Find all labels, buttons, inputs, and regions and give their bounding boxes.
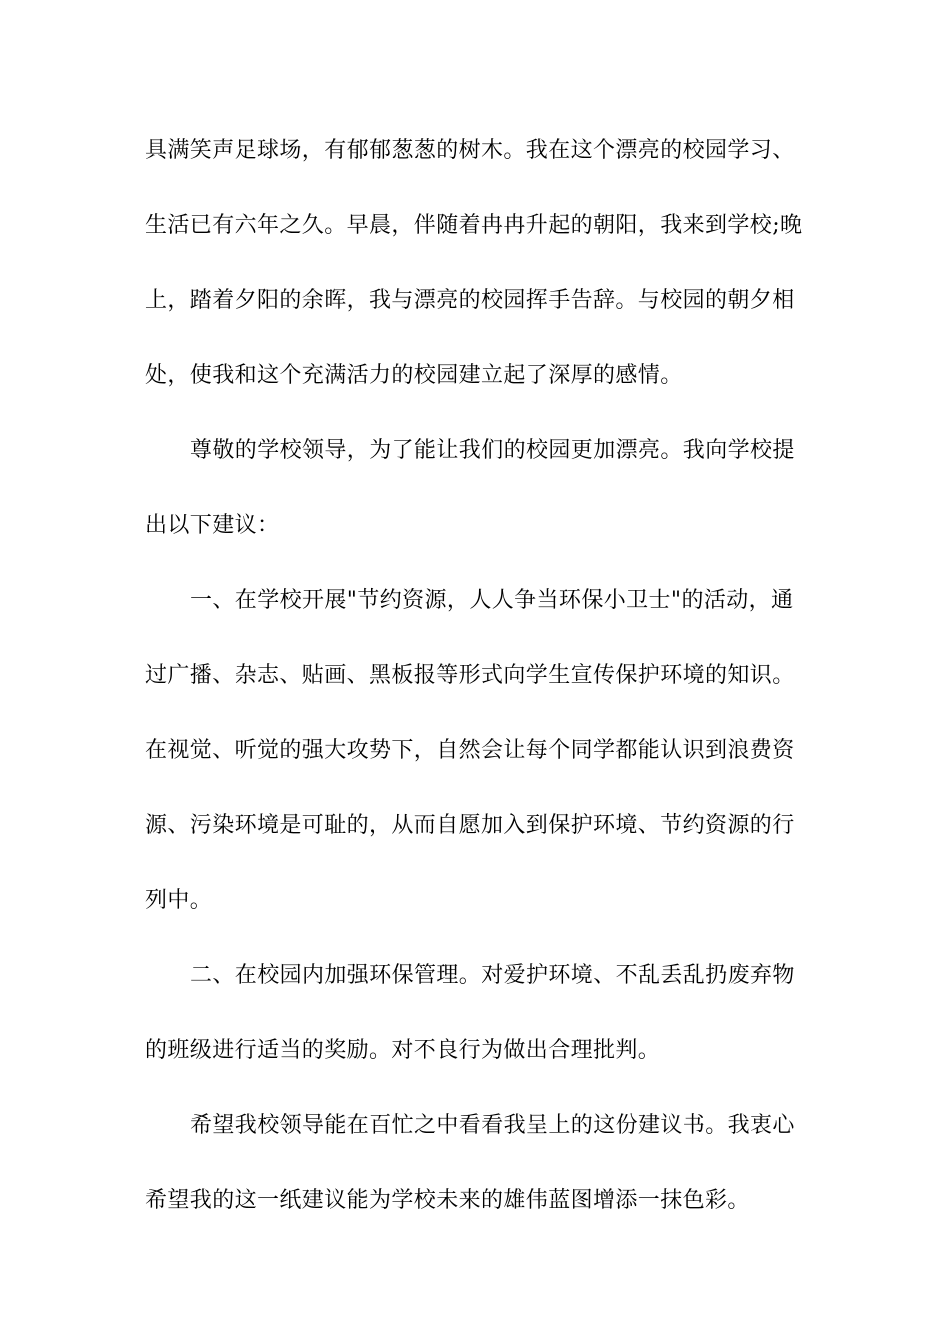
text-line: 出以下建议： [145, 513, 280, 538]
paragraph-start-line: 希望我校领导能在百忙之中看看我呈上的这份建议书。我衷心 [190, 1113, 795, 1138]
text-line: 的班级进行适当的奖励。对不良行为做出合理批判。 [145, 1038, 661, 1063]
paragraph-start-line: 一、在学校开展"节约资源，人人争当环保小卫士"的活动，通 [190, 588, 794, 613]
text-line: 希望我的这一纸建议能为学校未来的雄伟蓝图增添一抹色彩。 [145, 1188, 750, 1213]
paragraph-start-line: 尊敬的学校领导，为了能让我们的校园更加漂亮。我向学校提 [190, 438, 795, 463]
text-line: 列中。 [145, 888, 213, 913]
text-line: 源、污染环境是可耻的，从而自愿加入到保护环境、节约资源的行 [145, 813, 795, 838]
paragraph-start-line: 二、在校园内加强环保管理。对爱护环境、不乱丢乱扔废弃物 [190, 963, 795, 988]
text-line: 过广播、杂志、贴画、黑板报等形式向学生宣传保护环境的知识。 [145, 663, 795, 688]
text-line: 具满笑声足球场，有郁郁葱葱的树木。我在这个漂亮的校园学习、 [145, 138, 795, 163]
text-line: 在视觉、听觉的强大攻势下，自然会让每个同学都能认识到浪费资 [145, 738, 795, 763]
text-line: 处，使我和这个充满活力的校园建立起了深厚的感情。 [145, 363, 683, 388]
text-line: 上，踏着夕阳的余晖，我与漂亮的校园挥手告辞。与校园的朝夕相 [145, 288, 795, 313]
text-line: 生活已有六年之久。早晨，伴随着冉冉升起的朝阳，我来到学校;晚 [145, 213, 803, 238]
